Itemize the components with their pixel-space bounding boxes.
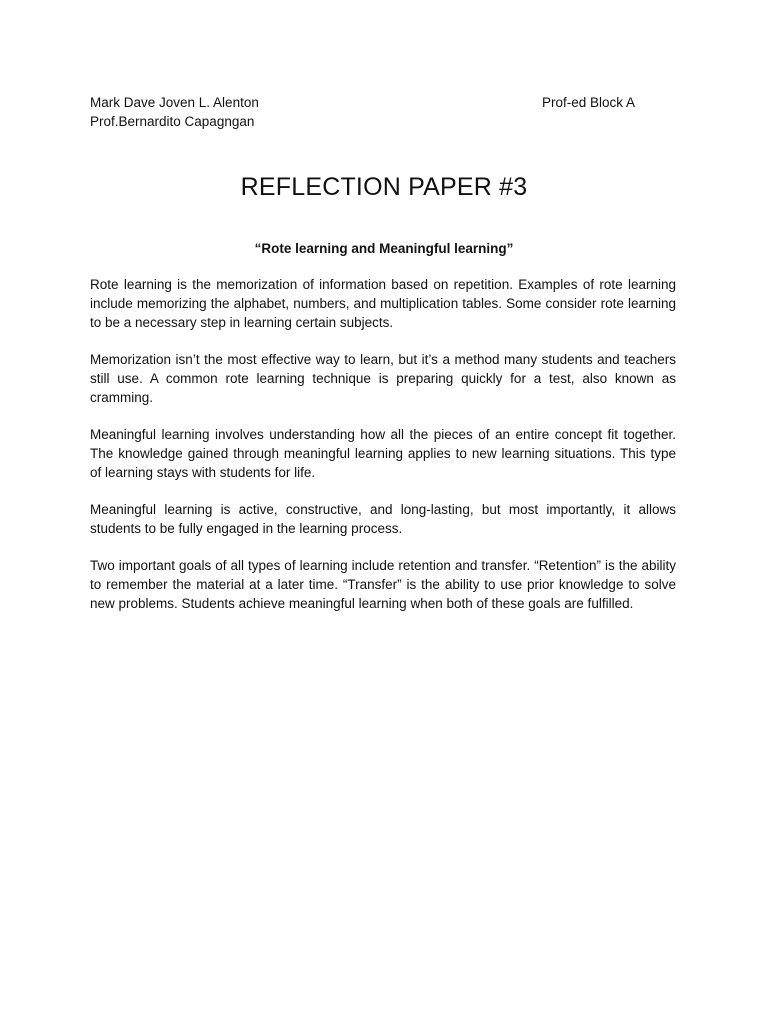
paragraph-4: Meaningful learning is active, constructive, and long-lasting, but most importantly, it allows students to be fully engaged in the learning process.: [90, 502, 676, 536]
page-title: REFLECTION PAPER #3: [240, 173, 528, 201]
paragraph-3: Meaningful learning involves understanding how all the pieces of an entire concept fit together. The knowledge gained through meaningful learning applies to new learning situations. This type of learning stays with students for life.: [90, 427, 676, 480]
header-row-1: [90, 93, 680, 112]
paragraph-2: Memorization isn’t the most effective way to learn, but it’s a method many students and teachers still use. A common rote learning technique is preparing quickly for a test, also known as cramming.: [90, 352, 676, 405]
header-row-2: [90, 112, 680, 131]
page-subtitle: “Rote learning and Meaningful learning”: [254, 241, 514, 256]
document-body: [90, 275, 676, 631]
paragraph-1: Rote learning is the memorization of information based on repetition. Examples of rote learning include memorizing the alphabet, numbers, and multiplication tables. Some consider rote learning to be a necessary step in learning certain subjects.: [90, 277, 676, 330]
paragraph-5: Two important goals of all types of learning include retention and transfer. “Retention” is the ability to remember the material at a later time. “Transfer” is the ability to use prior knowledge to solve new problems. Students achieve meaningful learning when both of these goals are fulfilled.: [90, 558, 676, 611]
author-name: Mark Dave Joven L. Alenton: [90, 95, 259, 110]
class-block: Prof-ed Block A: [542, 95, 636, 110]
professor-name: Prof.Bernardito Capagngan: [90, 114, 255, 129]
document-header: [90, 93, 680, 131]
